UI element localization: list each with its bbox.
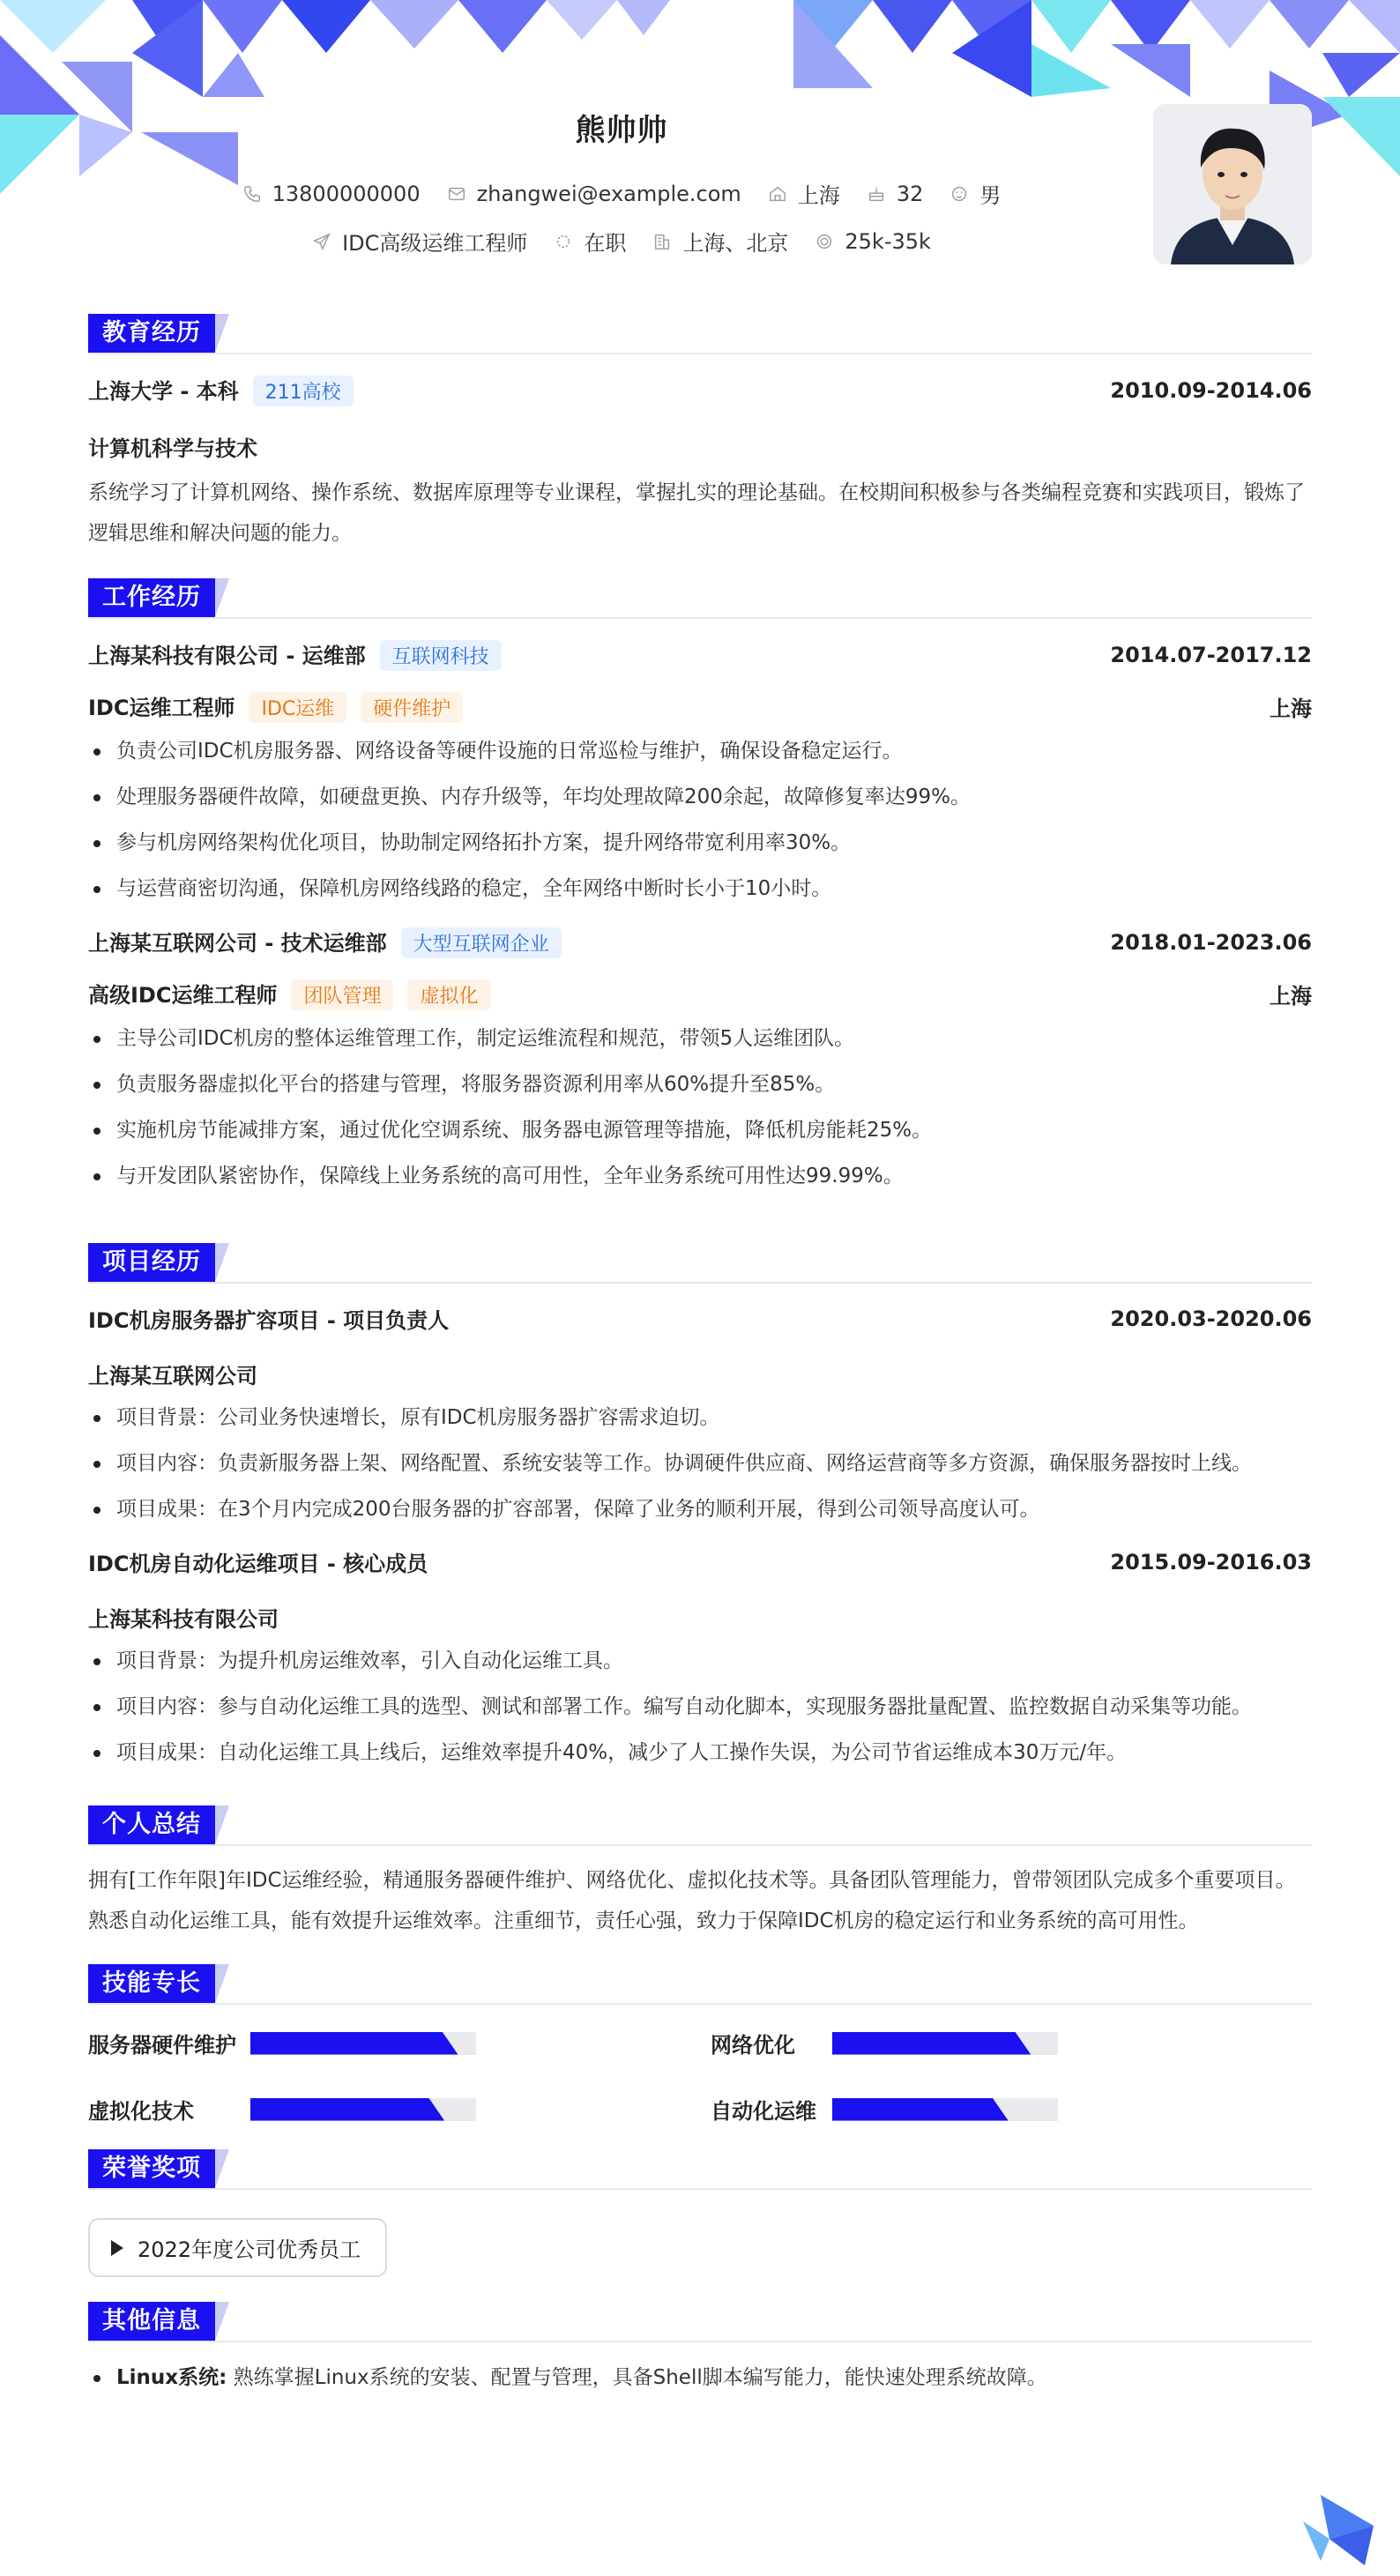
skill-item xyxy=(88,2094,711,2125)
skill-item xyxy=(711,2028,1312,2059)
skill-bar xyxy=(832,2032,1058,2055)
skill-name: 网络优化 xyxy=(711,2033,795,2058)
other-text: 熟练掌握Linux系统的安装、配置与管理，具备Shell脚本编写能力，能快速处理系统故障。 xyxy=(233,2366,1047,2389)
project-company: 上海某科技有限公司 xyxy=(88,1607,279,1632)
section-title: 工作经历 xyxy=(88,578,215,617)
work-list xyxy=(88,638,1312,1199)
company-tag: 互联网科技 xyxy=(380,640,502,671)
work-location: 上海 xyxy=(1270,984,1312,1009)
award-label: 2022年度公司优秀员工 xyxy=(138,2237,361,2262)
work-bullets xyxy=(88,1016,1312,1199)
email-value: zhangwei@example.com xyxy=(476,181,741,206)
skill-bar xyxy=(250,2032,476,2055)
resume-body xyxy=(88,310,1312,2401)
education-entry xyxy=(88,374,1312,554)
bullet-item: 参与机房网络架构优化项目，协助制定网络拓扑方案，提升网络带宽利用率30%。 xyxy=(88,820,1312,866)
skill-name: 服务器硬件维护 xyxy=(88,2033,236,2058)
status-icon xyxy=(554,232,573,251)
bullet-item: 项目背景：为提升机房运维效率，引入自动化运维工具。 xyxy=(88,1638,1312,1684)
other-item xyxy=(88,2355,1312,2401)
bullet-item: 主导公司IDC机房的整体运维管理工作，制定运维流程和规范，带领5人运维团队。 xyxy=(88,1016,1312,1061)
skill-bar-fill xyxy=(832,2032,1031,2055)
home-icon xyxy=(768,184,787,204)
skill-name: 虚拟化技术 xyxy=(88,2099,194,2124)
bullet-item: 与运营商密切沟通，保障机房网络线路的稳定，全年网络中断时长小于10小时。 xyxy=(88,866,1312,912)
cake-icon xyxy=(867,184,886,204)
salary-value: 25k-35k xyxy=(845,228,931,254)
status-item xyxy=(554,226,626,257)
section-title: 教育经历 xyxy=(88,314,215,353)
gender-value: 男 xyxy=(979,183,1002,208)
age-item xyxy=(867,178,924,209)
skill-bar xyxy=(250,2098,476,2121)
work-entry xyxy=(88,926,1312,1199)
section-title: 个人总结 xyxy=(88,1805,215,1844)
award-chip[interactable] xyxy=(88,2218,387,2277)
skills-grid xyxy=(88,2028,1312,2125)
project-title: IDC机房服务器扩容项目 - 项目负责人 xyxy=(88,1308,450,1333)
section-title: 其他信息 xyxy=(88,2302,215,2341)
role-title: IDC运维工程师 xyxy=(88,696,235,720)
bullet-item: 实施机房节能减排方案，通过优化空调系统、服务器电源管理等措施，降低机房能耗25%。 xyxy=(88,1107,1312,1153)
skill-item xyxy=(88,2028,711,2059)
project-date: 2020.03-2020.06 xyxy=(1110,1306,1312,1331)
work-section-header xyxy=(88,575,1312,619)
skill-bar xyxy=(832,2098,1058,2121)
other-list xyxy=(88,2355,1312,2401)
city-value: 上海 xyxy=(797,183,840,208)
status-value: 在职 xyxy=(584,231,627,256)
company-name: 上海某科技有限公司 - 运维部 xyxy=(88,644,366,668)
role-title: 高级IDC运维工程师 xyxy=(88,983,278,1008)
company-tag: 大型互联网企业 xyxy=(401,927,562,958)
school-name: 上海大学 - 本科 xyxy=(88,379,239,404)
education-section-header xyxy=(88,310,1312,354)
send-icon xyxy=(312,232,331,251)
school-tag: 211高校 xyxy=(253,376,354,406)
education-date: 2010.09-2014.06 xyxy=(1110,377,1312,403)
email-item xyxy=(447,178,741,209)
work-bullets xyxy=(88,728,1312,912)
position-value: IDC高级运维工程师 xyxy=(342,231,528,256)
locations-item xyxy=(652,226,788,257)
role-tag: 虚拟化 xyxy=(407,979,490,1010)
summary-section-header xyxy=(88,1802,1312,1846)
section-title: 项目经历 xyxy=(88,1243,215,1282)
bullet-item: 项目成果：自动化运维工具上线后，运维效率提升40%，减少了人工操作失误，为公司节省运维成本30万元/年。 xyxy=(88,1730,1312,1776)
bullet-item: 负责公司IDC机房服务器、网络设备等硬件设施的日常巡检与维护，确保设备稳定运行。 xyxy=(88,728,1312,774)
position-item xyxy=(312,226,527,257)
skill-bar-fill xyxy=(250,2098,444,2121)
education-description: 系统学习了计算机网络、操作系统、数据库原理等专业课程，掌握扎实的理论基础。在校期间积极参与各类编程竞赛和实践项目，锻炼了逻辑思维和解决问题的能力。 xyxy=(88,481,1305,545)
gender-icon xyxy=(949,184,969,204)
building-icon xyxy=(652,232,672,251)
project-bullets xyxy=(88,1638,1312,1776)
work-location: 上海 xyxy=(1270,696,1312,721)
project-entry xyxy=(88,1546,1312,1776)
skill-item xyxy=(711,2094,1312,2125)
corner-decoration xyxy=(1294,2486,1374,2565)
projects-section-header xyxy=(88,1240,1312,1284)
awards-section-header xyxy=(88,2146,1312,2190)
role-tag: 硬件维护 xyxy=(361,692,463,723)
bullet-item: 负责服务器虚拟化平台的搭建与管理，将服务器资源利用率从60%提升至85%。 xyxy=(88,1061,1312,1107)
contact-row xyxy=(0,178,1243,209)
job-row xyxy=(0,226,1243,257)
profile-photo xyxy=(1153,104,1312,264)
skill-bar-fill xyxy=(250,2032,458,2055)
skill-name: 自动化运维 xyxy=(711,2099,816,2124)
other-section-header xyxy=(88,2298,1312,2342)
role-tag: 团队管理 xyxy=(291,979,393,1010)
phone-value: 13800000000 xyxy=(272,181,421,206)
work-date: 2014.07-2017.12 xyxy=(1110,642,1312,667)
project-date: 2015.09-2016.03 xyxy=(1110,1549,1312,1575)
skills-section-header xyxy=(88,1961,1312,2005)
role-tag: IDC运维 xyxy=(249,692,346,723)
summary-text: 拥有[工作年限]年IDC运维经验，精通服务器硬件维护、网络优化、虚拟化技术等。具备团队管理能力，曾带领团队完成多个重要项目。熟悉自动化运维工具，能有效提升运维效率。注重细节，责任心强，致力于保障IDC机房的稳定运行和业务系统的高可用性。 xyxy=(88,1869,1296,1932)
work-entry xyxy=(88,638,1312,912)
age-value: 32 xyxy=(896,181,924,206)
project-bullets xyxy=(88,1395,1312,1532)
bullet-item: 项目成果：在3个月内完成200台服务器的扩容部署，保障了业务的顺利开展，得到公司领导高度认可。 xyxy=(88,1486,1312,1532)
locations-value: 上海、北京 xyxy=(682,231,789,256)
mail-icon xyxy=(447,184,466,204)
other-label: Linux系统: xyxy=(116,2366,227,2389)
skill-bar-fill xyxy=(832,2098,1009,2121)
salary-item xyxy=(815,226,931,257)
bullet-item: 与开发团队紧密协作，保障线上业务系统的高可用性，全年业务系统可用性达99.99%。 xyxy=(88,1153,1312,1199)
bullet-item: 项目内容：负责新服务器上架、网络配置、系统安装等工作。协调硬件供应商、网络运营商等多方资源，确保服务器按时上线。 xyxy=(88,1441,1312,1486)
bullet-item: 处理服务器硬件故障，如硬盘更换、内存升级等，年均处理故障200余起，故障修复率达99%。 xyxy=(88,774,1312,820)
city-item xyxy=(768,178,840,209)
project-title: IDC机房自动化运维项目 - 核心成员 xyxy=(88,1552,428,1576)
company-name: 上海某互联网公司 - 技术运维部 xyxy=(88,931,387,956)
bullet-item: 项目内容：参与自动化运维工具的选型、测试和部署工作。编写自动化脚本，实现服务器批量配置、监控数据自动采集等功能。 xyxy=(88,1684,1312,1730)
phone-item xyxy=(242,178,421,209)
gender-item xyxy=(949,178,1001,209)
project-entry xyxy=(88,1303,1312,1532)
phone-icon xyxy=(242,184,262,204)
section-title: 技能专长 xyxy=(88,1964,215,2003)
section-title: 荣誉奖项 xyxy=(88,2149,215,2188)
major: 计算机科学与技术 xyxy=(88,436,257,461)
candidate-name: 熊帅帅 xyxy=(575,113,668,148)
bullet-item: 项目背景：公司业务快速增长，原有IDC机房服务器扩容需求迫切。 xyxy=(88,1395,1312,1441)
coin-icon xyxy=(815,232,834,251)
project-company: 上海某互联网公司 xyxy=(88,1364,257,1389)
work-date: 2018.01-2023.06 xyxy=(1110,929,1312,955)
play-icon xyxy=(111,2240,123,2256)
